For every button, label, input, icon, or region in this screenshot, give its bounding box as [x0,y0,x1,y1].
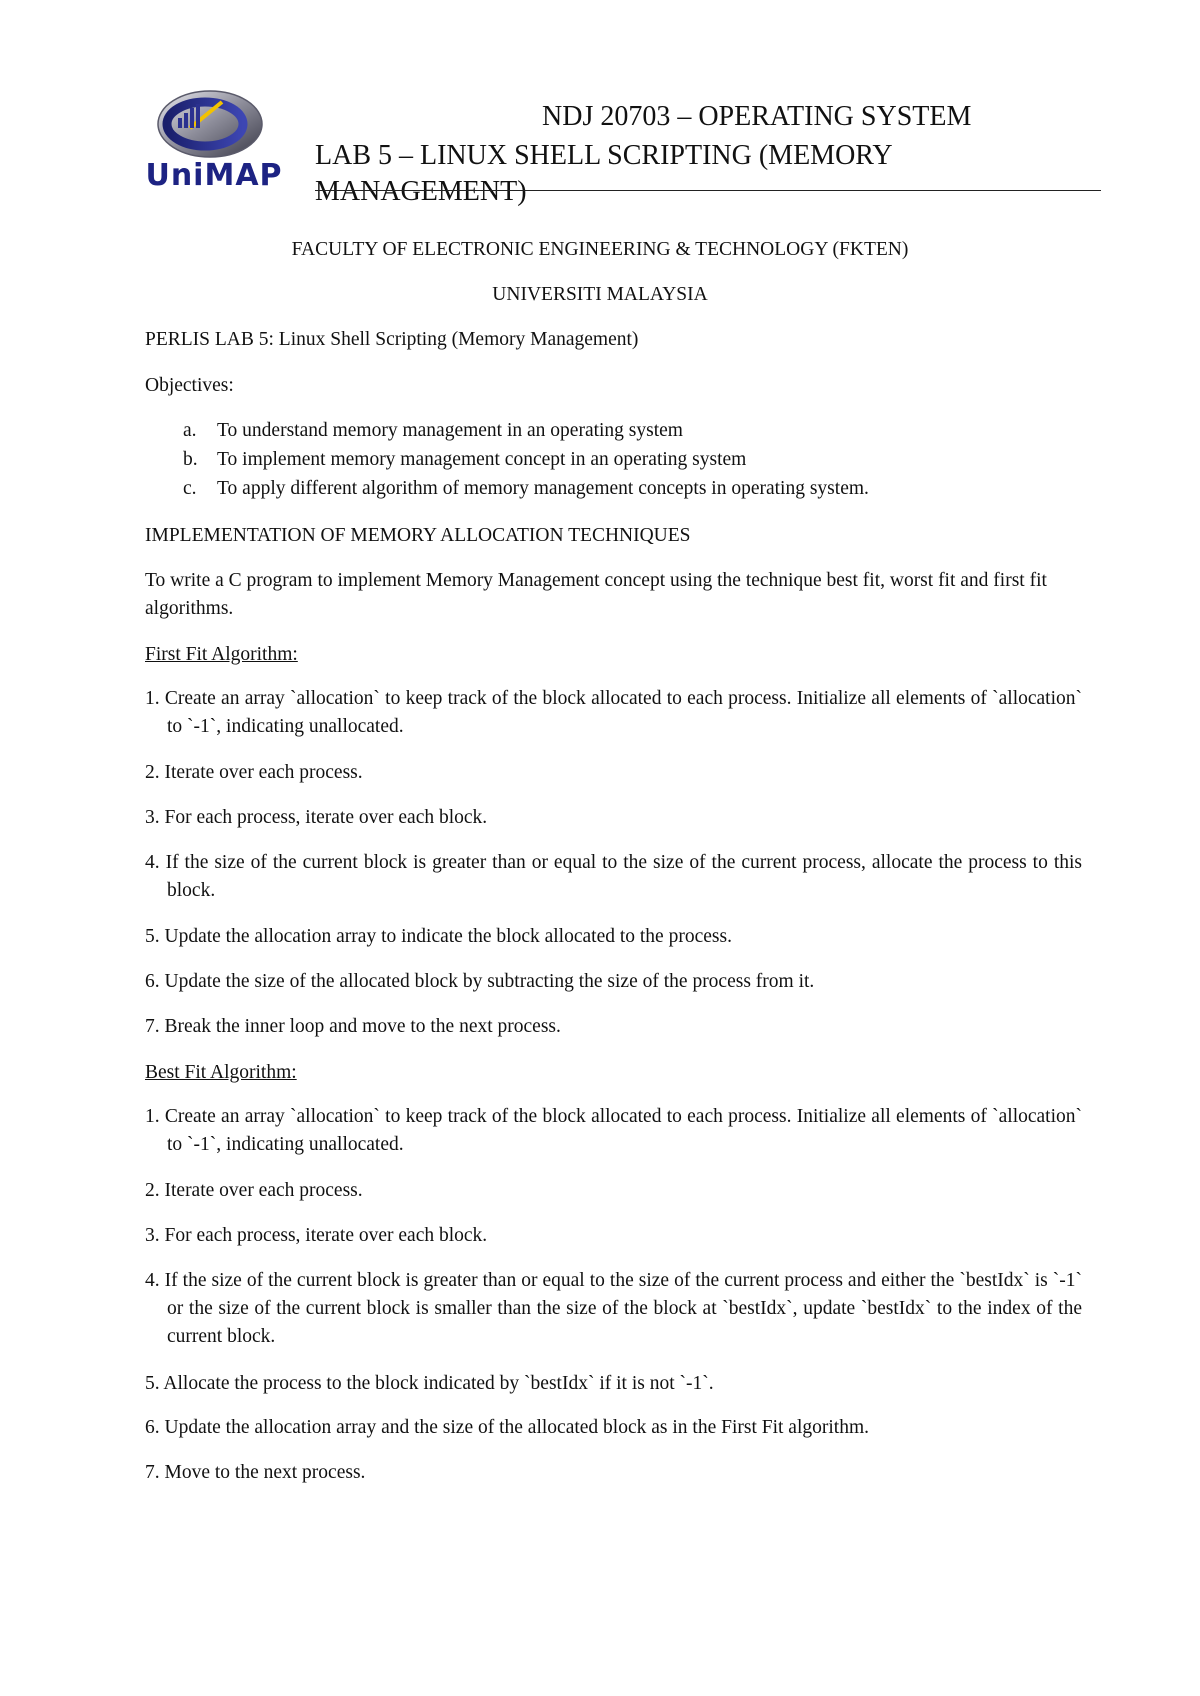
best-fit-step: 4. If the size of the current block is greater than or equal to the size of the current process and either the `bestIdx` is `-1` or the size of the current block is smaller than the size of the block at `bestIdx`, update `bestIdx` to the index of the current block. [145,1270,1082,1347]
objective-text: To understand memory management in an operating system [217,420,683,441]
objective-item [183,474,1083,503]
first-fit-step: 3. For each process, iterate over each block. [145,807,488,828]
objective-text: To apply different algorithm of memory management concepts in operating system. [217,478,869,499]
header-divider [315,190,1101,191]
best-fit-step: 2. Iterate over each process. [145,1180,363,1201]
objective-marker: a. [183,420,197,441]
best-fit-heading: Best Fit Algorithm: [145,1062,297,1083]
course-code-title: NDJ 20703 – OPERATING SYSTEM [542,101,972,132]
first-fit-step: 5. Update the allocation array to indicate the block allocated to the process. [145,926,732,947]
best-fit-step: 6. Update the allocation array and the size of the allocated block as in the First Fit algorithm. [145,1417,869,1438]
first-fit-step: 1. Create an array `allocation` to keep track of the block allocated to each process. Initialize all elements of `allocation` to `-1`, indicating unallocated. [145,688,1082,737]
objectives-list [183,416,1083,503]
first-fit-step: 2. Iterate over each process. [145,762,363,783]
section-title: IMPLEMENTATION OF MEMORY ALLOCATION TECHNIQUES [145,525,691,546]
best-fit-step: 1. Create an array `allocation` to keep track of the block allocated to each process. Initialize all elements of `allocation` to `-1`, indicating unallocated. [145,1106,1082,1155]
objectives-label: Objectives: [145,375,234,396]
university-name: UNIVERSITI MALAYSIA [492,284,708,305]
best-fit-step: 7. Move to the next process. [145,1462,366,1483]
faculty-name: FACULTY OF ELECTRONIC ENGINEERING & TECHNOLOGY (FKTEN) [291,239,909,260]
first-fit-heading: First Fit Algorithm: [145,644,298,665]
objective-item [183,445,1083,474]
best-fit-step: 5. Allocate the process to the block indicated by `bestIdx` if it is not `-1`. [145,1373,714,1394]
objective-marker: c. [183,478,197,499]
objective-item [183,416,1083,445]
objective-marker: b. [183,449,198,470]
aim-paragraph: To write a C program to implement Memory Management concept using the technique best fit, worst fit and first fit algorithms. [145,570,1047,619]
first-fit-step: 4. If the size of the current block is greater than or equal to the size of the current process, allocate the process to this block. [145,852,1082,901]
lab-title: LAB 5 – LINUX SHELL SCRIPTING (MEMORY MANAGEMENT) [315,140,892,207]
first-fit-step: 6. Update the size of the allocated block by subtracting the size of the process from it. [145,971,815,992]
first-fit-step: 7. Break the inner loop and move to the next process. [145,1016,561,1037]
unimap-logo [145,88,283,198]
logo-wordmark: UniMAP [145,158,283,193]
objective-text: To implement memory management concept in an operating system [217,449,747,470]
lab-heading: PERLIS LAB 5: Linux Shell Scripting (Memory Management) [145,329,639,350]
best-fit-step: 3. For each process, iterate over each block. [145,1225,488,1246]
